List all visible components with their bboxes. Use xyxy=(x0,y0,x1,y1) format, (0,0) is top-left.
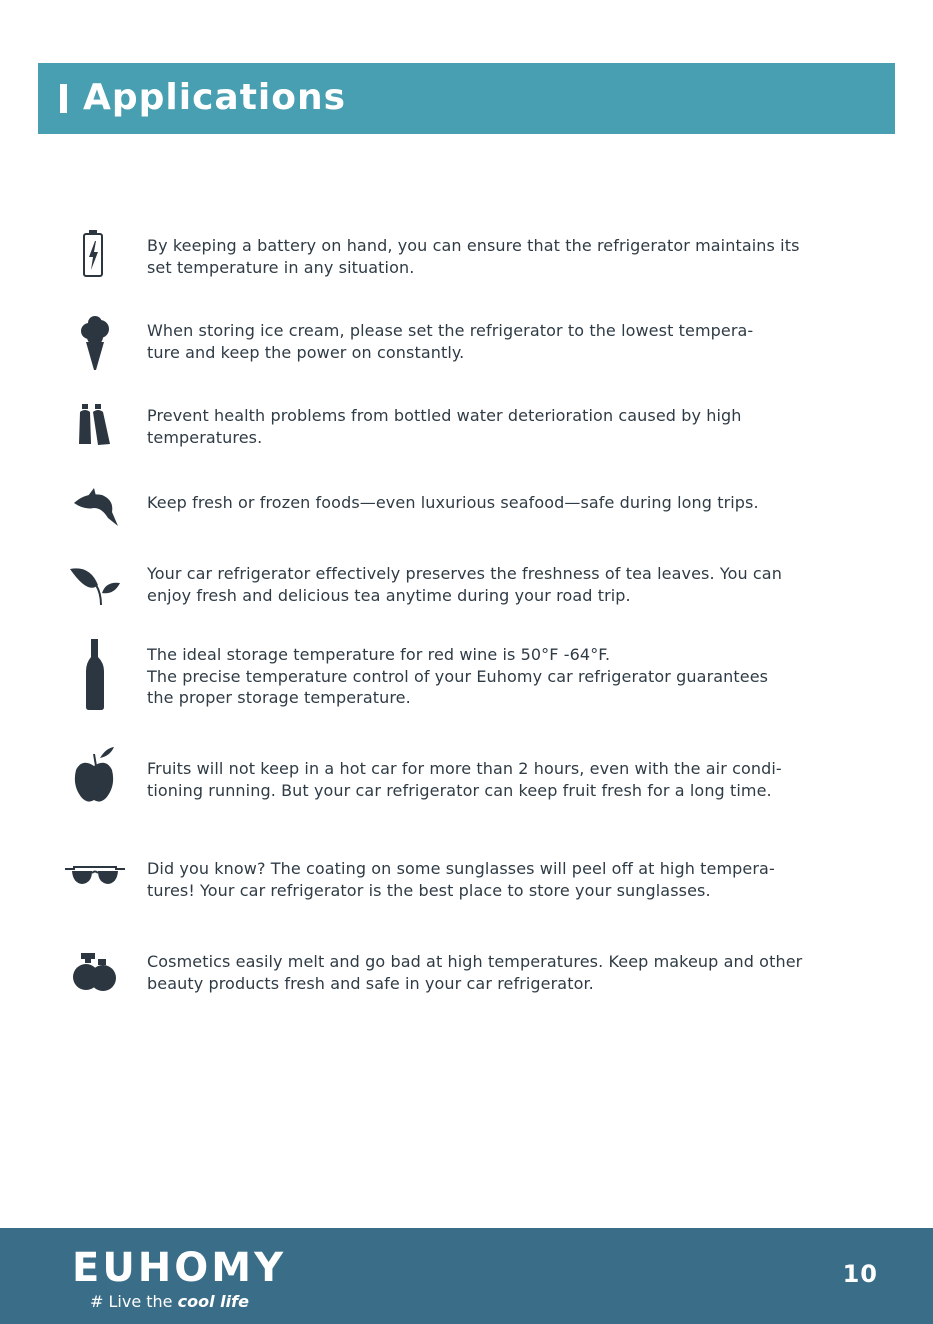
item-text: Did you know? The coating on some sunglasses will peel off at high tempera- tures! Your car refrigerator is the best place to store your sunglasses. xyxy=(147,859,775,900)
item-text: Your car refrigerator effectively preserves the freshness of tea leaves. You can enjoy fresh and delicious tea anytime during your road trip. xyxy=(147,564,782,605)
fish-icon xyxy=(72,486,120,530)
item-text: Prevent health problems from bottled water deterioration caused by high temperatures. xyxy=(147,406,742,447)
page-number: 10 xyxy=(842,1260,878,1288)
cosmetics-icon xyxy=(72,951,118,993)
item-text: When storing ice cream, please set the refrigerator to the lowest tempera- ture and keep the power on constantly. xyxy=(147,321,754,362)
ice-cream-icon xyxy=(78,316,112,372)
item-text: The ideal storage temperature for red wine is 50°F -64°F. The precise temperature control of your Euhomy car refrigerator guarantees the proper storage temperature. xyxy=(147,645,769,707)
section-header xyxy=(38,63,895,134)
item-text: By keeping a battery on hand, you can ensure that the refrigerator maintains its set temperature in any situation. xyxy=(147,236,800,277)
apple-icon xyxy=(72,746,118,806)
header-accent-bar xyxy=(60,84,67,113)
item-text: Fruits will not keep in a hot car for more than 2 hours, even with the air condi- tioning running. But your car refrigerator can keep fruit fresh for a long time. xyxy=(147,759,782,800)
sunglasses-icon xyxy=(64,863,126,889)
item-text: Cosmetics easily melt and go bad at high temperatures. Keep makeup and other beauty products fresh and safe in your car refrigerator. xyxy=(147,952,803,993)
battery-icon xyxy=(82,230,106,278)
page-footer xyxy=(0,1228,933,1324)
brand-tagline: # Live the cool life xyxy=(90,1292,249,1311)
water-bottles-icon xyxy=(77,404,113,446)
page-title: Applications xyxy=(83,77,347,118)
wine-bottle-icon xyxy=(84,639,106,711)
tea-leaves-icon xyxy=(68,563,122,607)
brand-logo: EUHOMY xyxy=(72,1245,287,1291)
item-text: Keep fresh or frozen foods—even luxurious seafood—safe during long trips. xyxy=(147,493,759,512)
